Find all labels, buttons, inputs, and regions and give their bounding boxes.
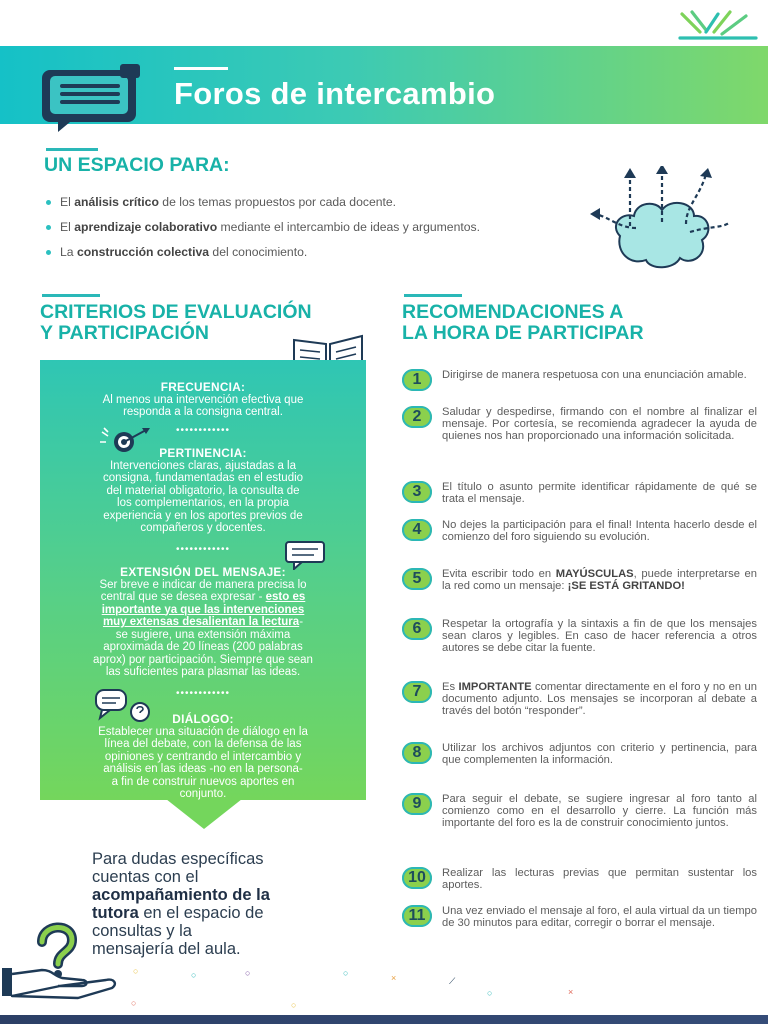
page-title: Foros de intercambio bbox=[174, 76, 496, 111]
espacio-accent-line bbox=[46, 148, 98, 151]
step-badge: 11 bbox=[402, 905, 432, 927]
extension-block: EXTENSIÓN DEL MENSAJE: Ser breve e indicar de manera precisa lo central que se desea expresar - esto es importante ya que las intervenciones muy extensas desalientan la lectura- se sugiere, una extensión máxima aproximada de 20 líneas (200 palabras aprox) por participación. Siempre que sean las suficientes para plasmar las ideas. bbox=[93, 565, 313, 678]
divider-dots: •••••••••••• bbox=[175, 544, 230, 555]
bullet-icon bbox=[46, 225, 51, 230]
step-badge: 1 bbox=[402, 369, 432, 391]
decor-circle: ○ bbox=[343, 968, 349, 978]
criterios-panel-tip bbox=[166, 799, 242, 829]
list-item: El aprendizaje colaborativo mediante el intercambio de ideas y argumentos. bbox=[46, 220, 480, 234]
criterios-accent-line bbox=[42, 294, 100, 297]
decor-x: × bbox=[391, 973, 397, 983]
dialogo-block: DIÁLOGO: Establecer una situación de diálogo en la línea del debate, con la defensa de las opiniones y centrando el intercambio y análisis en las ideas -no en la persona- a fin de construir nuevos aportes en conjunto. bbox=[98, 712, 308, 800]
decor-circle: ○ bbox=[487, 988, 493, 998]
logo-chevrons-icon bbox=[676, 8, 760, 42]
step-badge: 2 bbox=[402, 406, 432, 428]
decor-circle: ○ bbox=[131, 998, 137, 1008]
decor-circle: ○ bbox=[291, 1000, 297, 1010]
step-badge: 4 bbox=[402, 519, 432, 541]
step-badge: 7 bbox=[402, 681, 432, 703]
recomendaciones-title: RECOMENDACIONES A LA HORA DE PARTICIPAR bbox=[402, 301, 644, 344]
espacio-title: UN ESPACIO PARA: bbox=[44, 154, 230, 176]
step-badge: 10 bbox=[402, 867, 432, 889]
list-item: La construcción colectiva del conocimiento. bbox=[46, 245, 307, 259]
list-item: El análisis crítico de los temas propuestos por cada docente. bbox=[46, 195, 396, 209]
pertinencia-block: PERTINENCIA: Intervenciones claras, ajustadas a la consigna, fundamentadas en el estudio del material obligatorio, la consulta de los complementarios, en la propia experiencia y en los aportes previos de compañeros y docentes. bbox=[102, 446, 304, 534]
decor-circle: ○ bbox=[245, 968, 251, 978]
frecuencia-block: FRECUENCIA: Al menos una intervención efectiva que responda a la consigna central. bbox=[102, 380, 304, 418]
step-badge: 9 bbox=[402, 793, 432, 815]
decor-circle: ○ bbox=[133, 966, 139, 976]
step-badge: 6 bbox=[402, 618, 432, 640]
decor-circle: ○ bbox=[191, 970, 197, 980]
step-badge: 5 bbox=[402, 568, 432, 590]
divider-dots: •••••••••••• bbox=[175, 688, 230, 699]
bullet-icon bbox=[46, 200, 51, 205]
question-hand-icon bbox=[2, 914, 142, 1000]
recomendaciones-accent-line bbox=[404, 294, 462, 297]
step-badge: 8 bbox=[402, 742, 432, 764]
bullet-icon bbox=[46, 250, 51, 255]
brain-arrows-icon bbox=[590, 166, 740, 274]
header-accent-line bbox=[174, 67, 228, 70]
decor-x: ⟋ bbox=[449, 976, 456, 986]
decor-x: × bbox=[568, 987, 574, 997]
chat-window-icon bbox=[40, 64, 144, 132]
criterios-title: CRITERIOS DE EVALUACIÓN Y PARTICIPACIÓN bbox=[40, 301, 312, 344]
divider-dots: •••••••••••• bbox=[175, 425, 230, 436]
dudas-text: Para dudas específicas cuentas con el acompañamiento de la tutora en el espacio de consultas y la mensajería del aula. bbox=[92, 850, 270, 958]
footer-bar bbox=[0, 1015, 768, 1024]
step-badge: 3 bbox=[402, 481, 432, 503]
